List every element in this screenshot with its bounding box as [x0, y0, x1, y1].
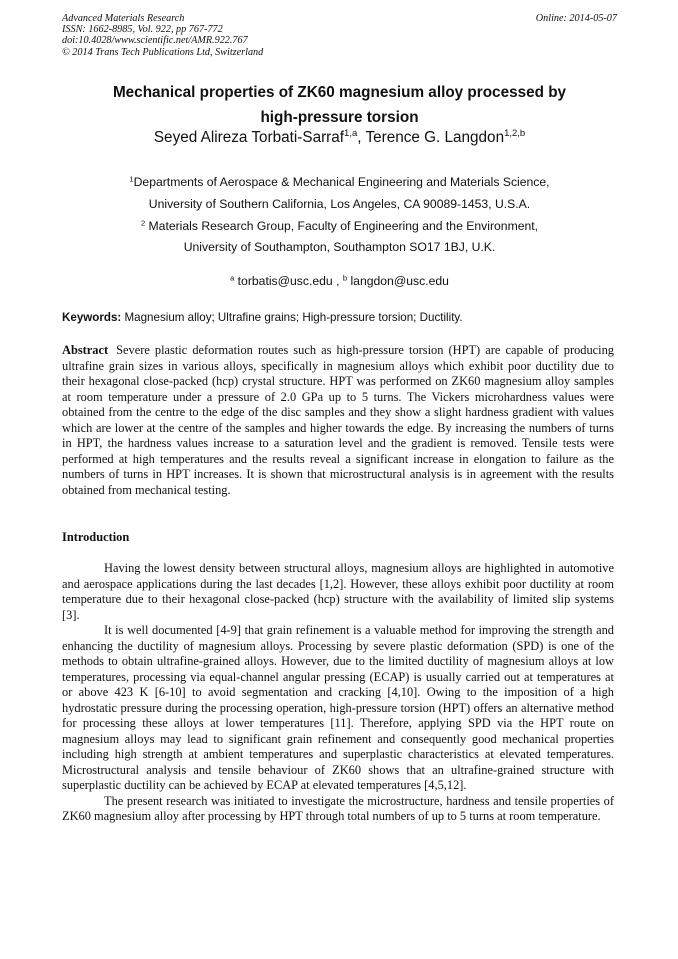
affiliation-1-line-2: University of Southern California, Los Angeles, CA 90089-1453, U.S.A.: [148, 196, 531, 211]
email-a-marker: a: [230, 273, 235, 283]
journal-copyright: © 2014 Trans Tech Publications Ltd, Switzerland: [62, 46, 264, 58]
email-b-marker: b: [342, 273, 348, 283]
journal-name: Advanced Materials Research: [62, 13, 185, 24]
abstract-label: Abstract: [62, 343, 109, 357]
email-b[interactable]: langdon@usc.edu: [347, 274, 449, 288]
journal-header: [62, 13, 617, 58]
affiliation-2-line-2: University of Southampton, Southampton SO17 1BJ, U.K.: [183, 240, 496, 255]
paper-title: [62, 80, 617, 130]
affiliation-1-line-1: [62, 172, 617, 194]
journal-doi: doi:10.4028/www.scientific.net/AMR.922.767: [62, 35, 248, 47]
email-separator: ,: [332, 274, 343, 288]
author-2-affil: 1,2,b: [504, 128, 526, 140]
affiliation-2-marker: 2: [140, 217, 146, 227]
introduction-body: [62, 561, 614, 825]
keywords-label: Keywords:: [62, 311, 122, 324]
abstract-text: Severe plastic deformation routes such as high-pressure torsion (HPT) are capable of producing ultrafine grain sizes in various alloys, specifically in magnesium alloys which exhibit poor ductility due to their hexagonal close-packed (hcp) crystal structure. HPT was performed on ZK60 magnesium alloy samples at room temperature under a pressure of 2.0 GPa up to 5 turns. The Vickers microhardness values were obtained from the centre to the edge of the disc samples and they show a slight hardness gradient with values which are lower at the centre of the samples and higher towards the edge. By increasing the numbers of turns in HPT, the hardness values increase to a saturation level and the gradient is removed. Tensile tests were performed at high temperatures and the results reveal a significant increase in elongation to failure as the numbers of turns in HPT increases. It is shown that microstructural analysis is in agreement with the results obtained from mechanical testing.: [62, 343, 614, 497]
title-line-1: Mechanical properties of ZK60 magnesium alloy processed by: [112, 84, 567, 101]
keywords-text: Magnesium alloy; Ultrafine grains; High-pressure torsion; Ductility.: [121, 311, 463, 324]
introduction-heading: Introduction: [62, 530, 130, 544]
intro-paragraph-2: It is well documented [4-9] that grain refinement is a valuable method for improving the strength and enhancing the ductility of magnesium alloys. Processing by severe plastic deformation (SPD) is one of the methods to obtain ultrafine-grained alloys. However, due to the limited ductility of magnesium alloys at low temperatures, processing via equal-channel angular pressing (ECAP) is usually carried out at temperatures at or above 423 K [6-10] to avoid segmentation and cracking [4,10]. Owing to the imposition of a high hydrostatic pressure during the processing operation, high-pressure torsion (HPT) offers an alternative method for processing these alloys at lower temperatures [11]. Therefore, applying SPD via the HPT route on magnesium alloys may lead to significant grain refinement and consequently good mechanical properties including high strength at ambient temperatures and superplastic characteristics at elevated temperatures. Microstructural analysis and tensile behaviour of ZK60 shows that an ultrafine-grained structure with superplastic ductility can be achieved by ECAP at elevated temperatures [4,5,12].: [62, 623, 614, 792]
email-a[interactable]: torbatis@usc.edu: [234, 274, 333, 288]
author-emails: [62, 273, 617, 289]
affiliation-2-line-1: [62, 216, 617, 238]
affiliation-2-text: Materials Research Group, Faculty of Engineering and the Environment,: [145, 218, 539, 233]
author-1-affil: 1,a: [344, 128, 358, 140]
intro-paragraph-3: The present research was initiated to investigate the microstructure, hardness and tensile properties of ZK60 magnesium alloy after processing by HPT through total numbers of up to 5 turns at room temperature.: [62, 793, 614, 823]
online-date: Online: 2014-05-07: [535, 13, 617, 24]
abstract: [62, 343, 614, 498]
author-1: Seyed Alireza Torbati-Sarraf: [153, 129, 345, 146]
affiliations: [62, 172, 617, 259]
affiliation-1-marker: 1: [129, 174, 134, 184]
author-list: [62, 127, 617, 149]
affiliation-1-text: Departments of Aerospace & Mechanical Engineering and Materials Science,: [133, 175, 550, 189]
journal-issn: ISSN: 1662-8985, Vol. 922, pp 767-772: [62, 24, 223, 36]
intro-paragraph-1: Having the lowest density between structural alloys, magnesium alloys are highlighted in automotive and aerospace applications during the last decades [1,2]. However, these alloys exhibit poor ductility at room temperature due to their hexagonal close-packed (hcp) structure with the availability of limited slip systems [3].: [62, 561, 614, 622]
author-2: Terence G. Langdon: [365, 129, 505, 146]
author-separator: ,: [357, 129, 366, 146]
title-line-2: high-pressure torsion: [260, 109, 419, 126]
keywords: [62, 310, 617, 326]
